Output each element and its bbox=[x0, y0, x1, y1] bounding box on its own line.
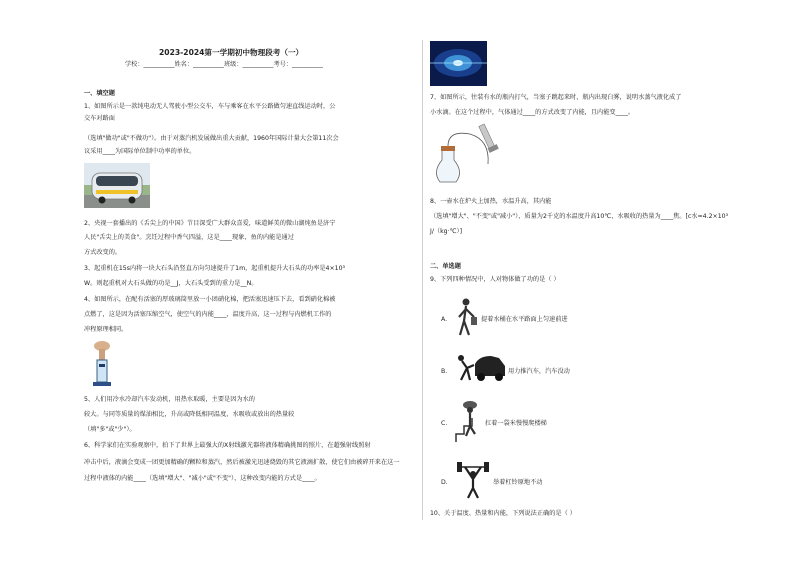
option-b-text: 用力推汽车，汽车没动 bbox=[508, 368, 570, 375]
piston-cylinder-image bbox=[88, 340, 118, 388]
q3-line1: 3、起重机在15s内将一块大石头沿竖直方向匀速提升了1m，起重机提升大石头的功率是4×10³ bbox=[84, 265, 346, 272]
person-pushing-car-icon bbox=[453, 352, 507, 382]
person-carrying-rice-upstairs-icon bbox=[454, 398, 484, 444]
q2-line1: 2、央视一套播出的《舌尖上的中国》节目深受广大群众喜爱，味道鲜美的微山湖炖鱼是济宁 bbox=[84, 220, 336, 227]
q4-line2: 点燃了，这是因为活塞压缩空气，使空气的内能____，温度升高，这一过程与内燃机工作的 bbox=[84, 311, 332, 318]
q5-line3: （填"多"或"少"）。 bbox=[84, 426, 136, 433]
section-single-choice: 二、单选题 bbox=[430, 263, 461, 270]
q6-line1: 6、科学家们在实验观察中，拍下了世界上最强大的X射线激光器将液体精确挑图的照片，在超强射线照射 bbox=[84, 442, 371, 449]
q4-line3: 冲程原理相同。 bbox=[84, 326, 128, 333]
column-divider bbox=[422, 40, 423, 520]
weightlifter-icon bbox=[455, 458, 491, 500]
student-info-fields: 学校：__________姓名：__________班级：__________考号：__________ bbox=[125, 61, 323, 68]
q8-line3: J/（kg·℃）] bbox=[430, 228, 463, 235]
option-b-letter: B. bbox=[441, 368, 448, 375]
q2-line2: 人民"舌尖上的美食"。烹饪过程中香气四溢，这是____现象，鱼的内能是通过 bbox=[84, 234, 294, 241]
q5-line2: 较大。与同等质量的煤油相比，升高或降低相同温度，水吸收或放出的热量较 bbox=[84, 411, 295, 418]
q5-line1: 5、人们用冷水冷却汽车发动机，用热水取暖，主要是因为水的 bbox=[84, 396, 255, 403]
section-fill-blank: 一、填空题 bbox=[84, 90, 115, 97]
option-a-text: 提着水桶在水平路面上匀速前进 bbox=[481, 316, 568, 323]
xray-laser-image bbox=[430, 41, 487, 86]
option-c-text: 扛着一袋米慢慢爬楼梯 bbox=[485, 420, 547, 427]
q4-line1: 4、如图所示，在配有活塞的厚玻璃筒里放一小团硝化棉，把活塞迅速压下去，看到硝化棉被 bbox=[84, 296, 336, 303]
q1-line1: 1、如图所示是一款纯电动无人驾驶小型公交车，车与乘客在水平公路做匀速直线运动时，公 bbox=[84, 103, 336, 110]
q1-line4: 议采用____为国际单位制中功率的单位。 bbox=[84, 148, 196, 155]
option-a-letter: A. bbox=[441, 316, 448, 323]
bus-image bbox=[84, 163, 150, 208]
q8-line1: 8、一壶水在炉火上加热，水温升高，其内能 bbox=[430, 198, 552, 205]
flask-pump-image bbox=[430, 120, 506, 190]
q7-line1: 7、如图所示，往装有水的瓶内打气，当塞子跳起来时，瓶内出现白雾，说明水蒸气液化成了 bbox=[430, 94, 682, 101]
option-d-letter: D. bbox=[441, 479, 448, 486]
q3-line2: W。则起重机对大石头做的功是__J，大石头受到的重力是__N。 bbox=[84, 280, 258, 287]
q9-stem: 9、下列四种情况中，人对物体做了功的是（ ） bbox=[430, 276, 560, 283]
option-d-text: 举着杠铃原地不动 bbox=[493, 479, 543, 486]
person-carrying-bucket-icon bbox=[454, 297, 480, 337]
q1-line3: （选填"做功"或"不做功"）。由于对蒸汽机发展做出重大贡献，1960年国际计量大会第11次会 bbox=[84, 135, 339, 142]
q10-stem: 10、关于温度、热量和内能，下列说法正确的是（ ） bbox=[430, 510, 576, 517]
q1-line2: 交车对路面 bbox=[84, 115, 115, 122]
page-title: 2023-2024第一学期初中物理段考（一） bbox=[159, 48, 304, 57]
q6-line2: 冲击中后，液滴会变成一团更加精确的颗粒和蒸汽，然后被激光迅速烧毁的其它液滴扩散，使它们由被碎开来在这一 bbox=[84, 459, 400, 466]
q2-line3: 方式改变的。 bbox=[84, 249, 122, 256]
option-c-letter: C. bbox=[441, 420, 448, 427]
q6-line3: 过程中液体的内能____（选填"增大"、"减小"或"不变"），这种改变内能的方式是____。 bbox=[84, 475, 321, 482]
q7-line2: 小水滴。在这个过程中，气体通过____的方式改变了内能，且内能变____。 bbox=[430, 109, 635, 116]
q8-line2: （选填"增大"、"不变"或"减小"），质量为2千克的水温度升高10℃，水吸收的热量为____焦。[c水=4.2×10³ bbox=[430, 213, 729, 220]
